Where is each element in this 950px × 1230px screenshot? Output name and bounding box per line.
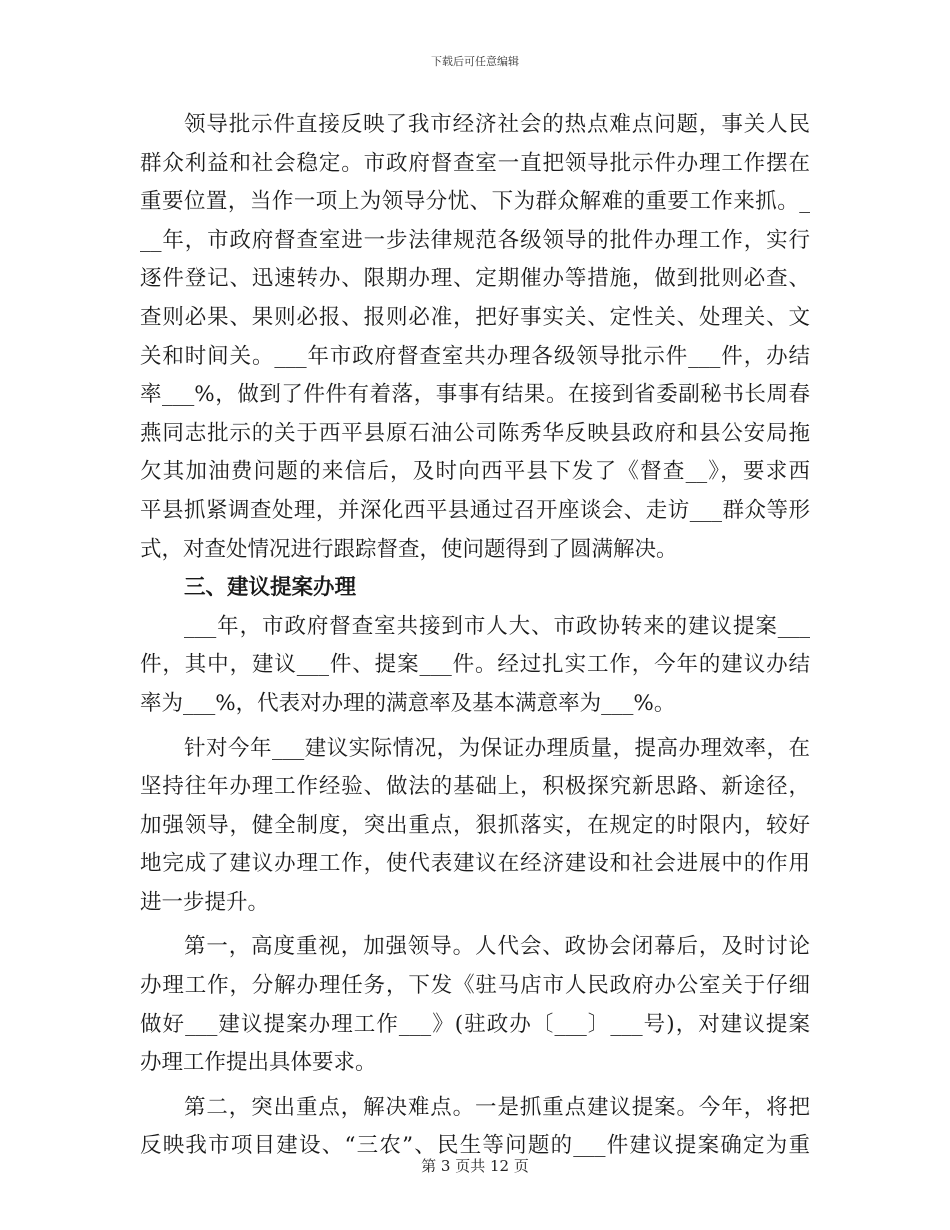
section-heading: 三、建议提案办理 <box>184 575 357 601</box>
paragraph <box>140 106 810 569</box>
text-line: 关和时间关。___年市政府督查室共办理各级领导批示件___件，办结 <box>140 343 810 369</box>
paragraph <box>140 928 810 1082</box>
text-line: 查则必果、果则必报、报则必准，把好事实关、定性关、处理关、文 <box>140 304 810 330</box>
text-line: 第二，突出重点，解决难点。一是抓重点建议提案。今年，将把 <box>184 1094 810 1120</box>
text-line: 办理工作，分解办理任务，下发《驻马店市人民政府办公室关于仔细 <box>140 973 810 999</box>
text-line: 逐件登记、迅速转办、限期办理、定期催办等措施，做到批则必查、 <box>140 266 810 292</box>
text-line: 第一，高度重视，加强领导。人代会、政协会闭幕后，及时讨论 <box>184 934 810 960</box>
text-line: 办理工作提出具体要求。 <box>140 1050 377 1076</box>
paragraph <box>140 608 810 724</box>
text-line: 燕同志批示的关于西平县原石油公司陈秀华反映县政府和县公安局拖 <box>140 420 810 446</box>
text-line: 式，对查处情况进行跟踪督查，使问题得到了圆满解决。 <box>140 536 678 562</box>
text-line: 平县抓紧调查处理，并深化西平县通过召开座谈会、走访___群众等形 <box>140 497 810 523</box>
text-line: 地完成了建议办理工作，使代表建议在经济建设和社会进展中的作用 <box>140 851 810 877</box>
text-line: 加强领导，健全制度，突出重点，狠抓落实，在规定的时限内，较好 <box>140 812 810 838</box>
text-line: 针对今年___建议实际情况，为保证办理质量，提高办理效率，在 <box>184 735 810 761</box>
text-line: 领导批示件直接反映了我市经济社会的热点难点问题，事关人民 <box>184 112 810 137</box>
text-line: 率___%，做到了件件有着落，事事有结果。在接到省委副秘书长周春 <box>140 382 810 408</box>
text-line: 做好___建议提案办理工作___》(驻政办〔___〕___号)，对建议提案 <box>140 1011 810 1037</box>
text-line: 进一步提升。 <box>140 889 270 915</box>
paragraph <box>140 730 810 923</box>
text-line: 欠其加油费问题的来信后，及时向西平县下发了《督查__》，要求西 <box>140 459 810 485</box>
text-line: 群众利益和社会稳定。市政府督查室一直把领导批示件办理工作摆在 <box>140 150 810 176</box>
text-line: __年，市政府督查室进一步法律规范各级领导的批件办理工作，实行 <box>140 227 810 253</box>
text-line: 反映我市项目建设、“三农”、民生等问题的___件建议提案确定为重 <box>140 1133 810 1159</box>
text-line: 坚持往年办理工作经验、做法的基础上，积极探究新思路、新途径， <box>140 774 810 800</box>
text-line: 重要位置，当作一项上为领导分忧、下为群众解难的重要工作来抓。_ <box>140 189 810 215</box>
page-header: 下载后可任意编辑 <box>431 55 519 68</box>
text-line: ___年，市政府督查室共接到市人大、市政协转来的建议提案___ <box>184 613 810 639</box>
text-line: 率为___%，代表对办理的满意率及基本满意率为___%。 <box>140 690 676 716</box>
text-line: 件，其中，建议___件、提案___件。经过扎实工作，今年的建议办结 <box>140 652 810 678</box>
document-body <box>140 106 810 1166</box>
page-footer: 第 3 页共 12 页 <box>421 1157 529 1175</box>
